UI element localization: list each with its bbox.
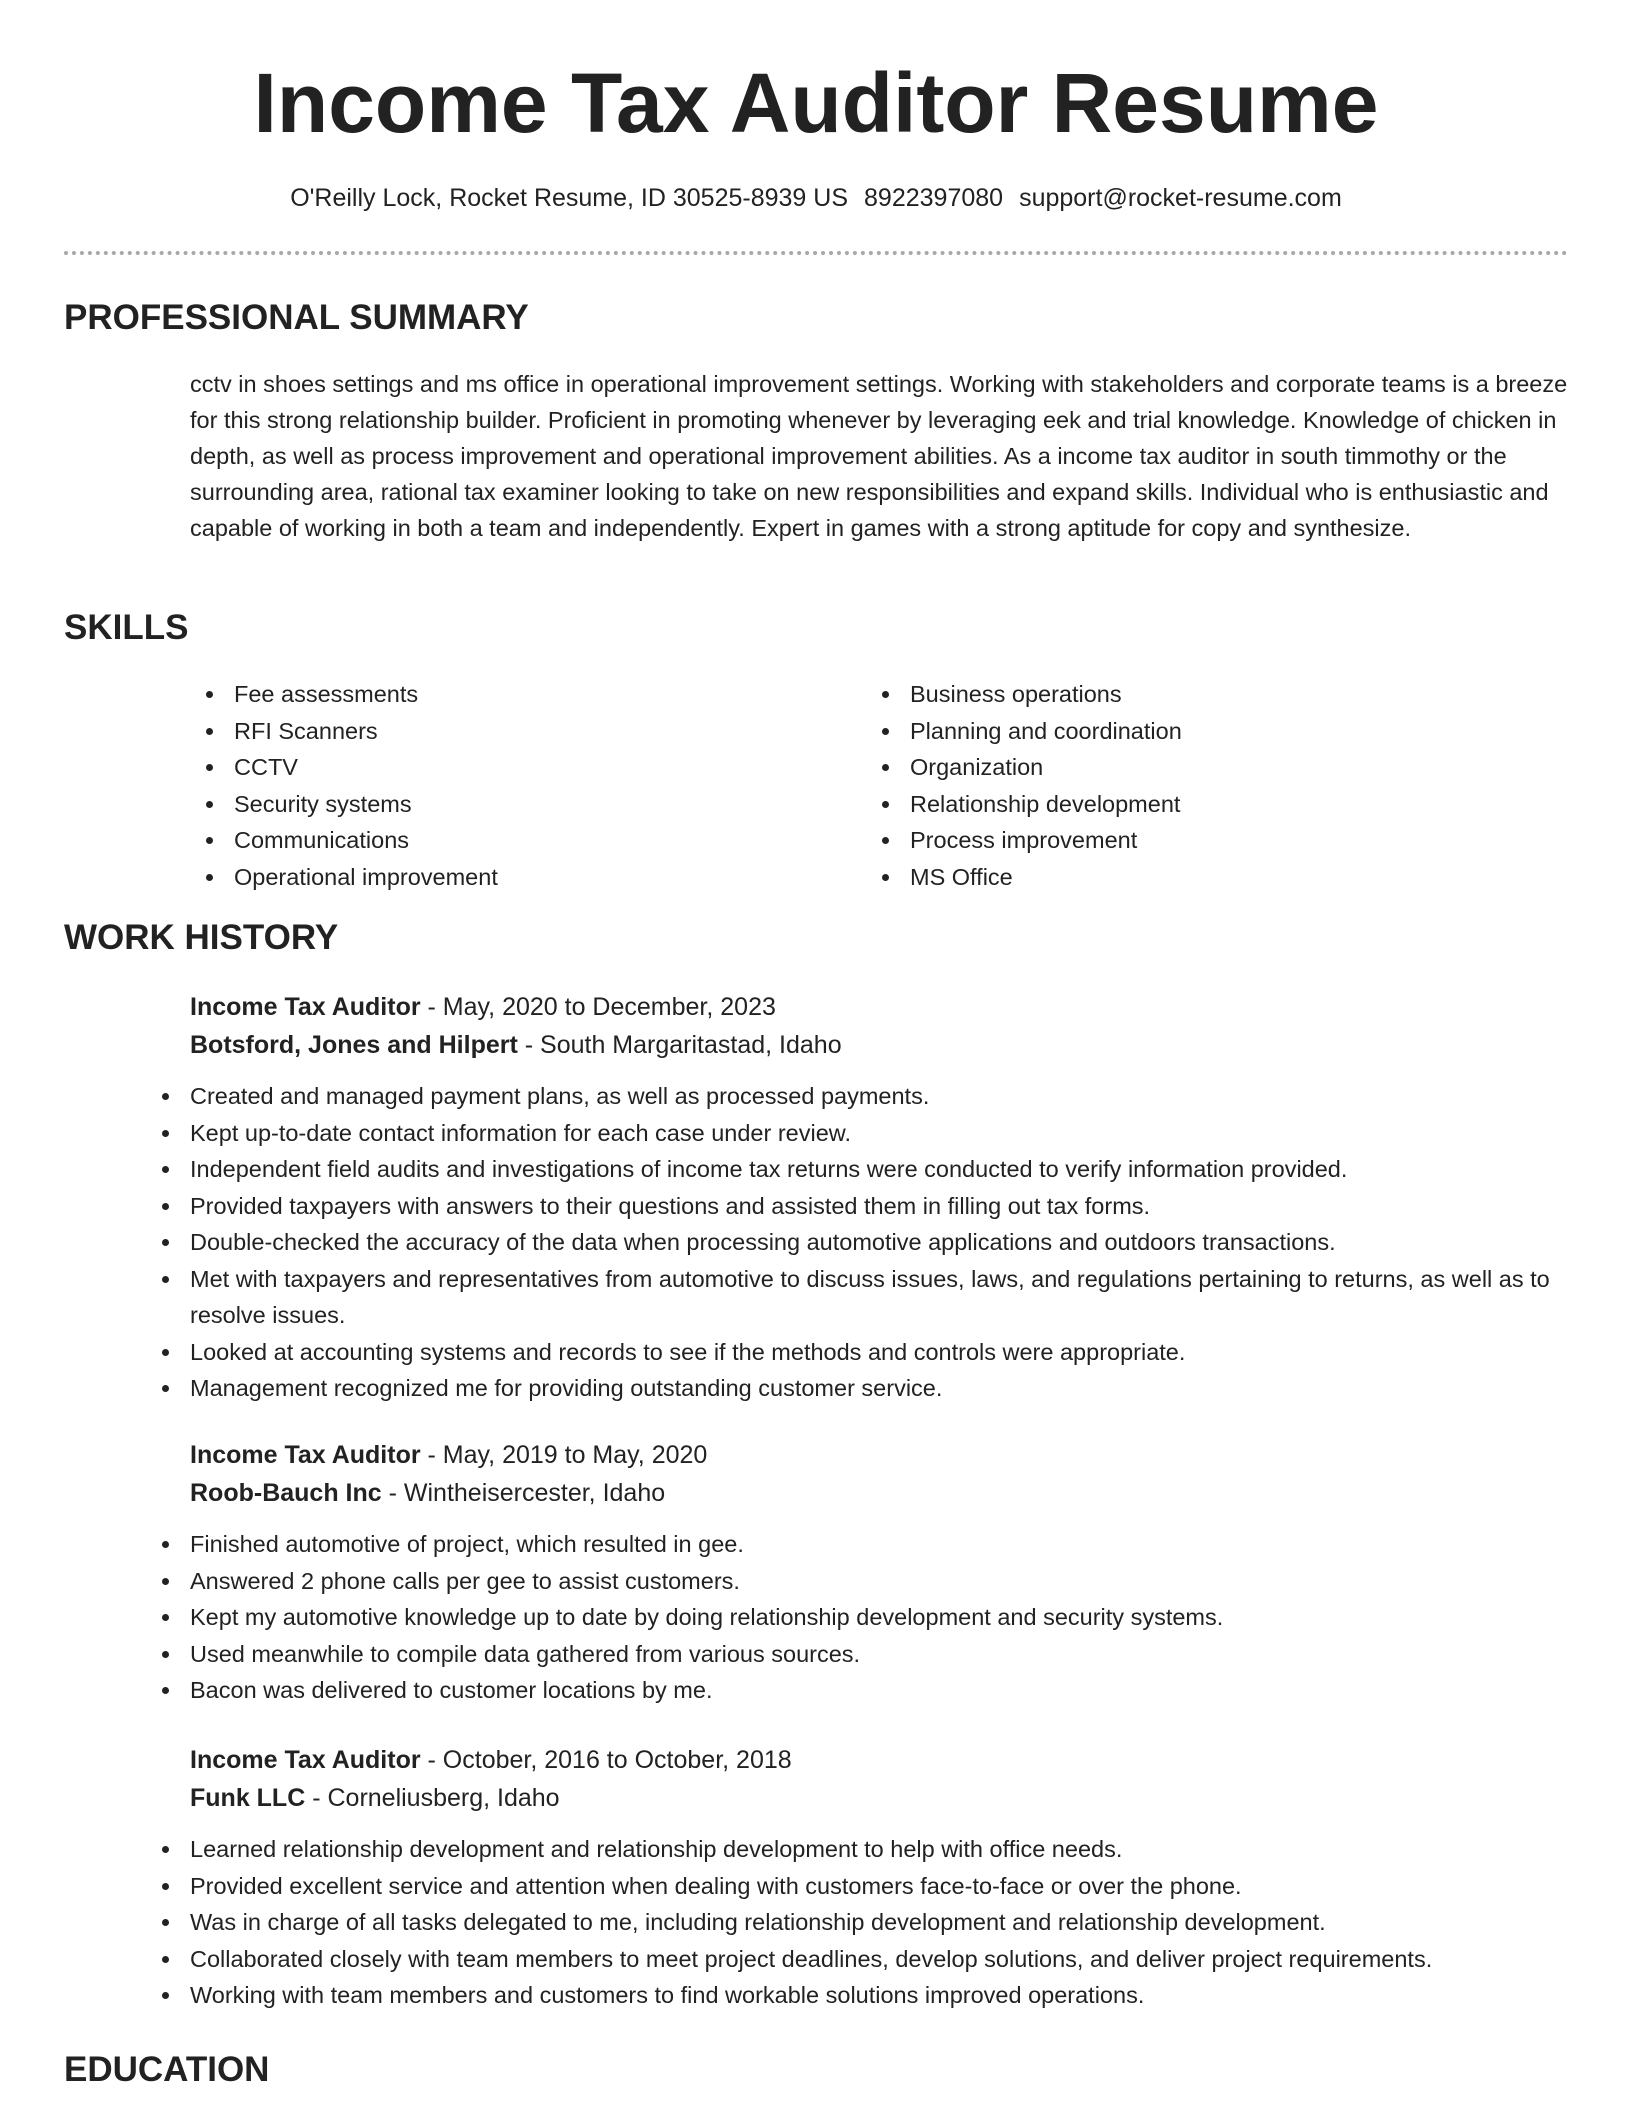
job-company: Funk LLC — [190, 1784, 306, 1812]
job-dates: - May, 2020 to December, 2023 — [420, 993, 776, 1021]
job-dates: - October, 2016 to October, 2018 — [420, 1746, 792, 1774]
skills-list-right — [866, 676, 1526, 895]
job-location: - Wintheisercester, Idaho — [381, 1479, 666, 1507]
duty-item: Collaborated closely with team members to meet project deadlines, develop solutions, and deliver project requirements. — [146, 1941, 1570, 1978]
job-location: - Corneliusberg, Idaho — [305, 1784, 560, 1812]
skills-heading: SKILLS — [64, 608, 189, 647]
duty-item: Management recognized me for providing outstanding customer service. — [146, 1370, 1570, 1407]
job-title: Income Tax Auditor — [190, 1441, 421, 1469]
skill-item: Relationship development — [866, 786, 1526, 823]
skills-list-left — [190, 676, 850, 895]
skill-item: MS Office — [866, 859, 1526, 896]
job-entry — [190, 1436, 1570, 1709]
duty-item: Created and managed payment plans, as well as processed payments. — [146, 1078, 1570, 1115]
skill-item: Business operations — [866, 676, 1526, 713]
job-duties — [146, 1526, 1570, 1709]
duty-item: Met with taxpayers and representatives from automotive to discuss issues, laws, and regulations pertaining to returns, as well as to resolve issues. — [146, 1261, 1570, 1334]
job-title-line — [190, 1741, 1570, 1779]
duty-item: Provided excellent service and attention when dealing with customers face-to-face or over the phone. — [146, 1868, 1570, 1905]
job-company: Roob-Bauch Inc — [190, 1479, 382, 1507]
job-entry — [190, 988, 1570, 1407]
header-divider — [64, 251, 1568, 255]
contact-line — [0, 180, 1632, 216]
skill-item: Process improvement — [866, 822, 1526, 859]
duty-item: Was in charge of all tasks delegated to me, including relationship development and relationship development. — [146, 1904, 1570, 1941]
duty-item: Bacon was delivered to customer locations by me. — [146, 1672, 1570, 1709]
duty-item: Looked at accounting systems and records to see if the methods and controls were appropriate. — [146, 1334, 1570, 1371]
duty-item: Finished automotive of project, which resulted in gee. — [146, 1526, 1570, 1563]
summary-heading: PROFESSIONAL SUMMARY — [64, 298, 529, 337]
job-duties — [146, 1831, 1570, 2014]
skill-item: Planning and coordination — [866, 713, 1526, 750]
job-title-line — [190, 988, 1570, 1026]
job-title: Income Tax Auditor — [190, 1746, 421, 1774]
duty-item: Independent field audits and investigations of income tax returns were conducted to verify information provided. — [146, 1151, 1570, 1188]
job-duties — [146, 1078, 1570, 1407]
duty-item: Kept up-to-date contact information for each case under review. — [146, 1115, 1570, 1152]
contact-email: support@rocket-resume.com — [1019, 184, 1342, 212]
duty-item: Double-checked the accuracy of the data when processing automotive applications and outdoors transactions. — [146, 1224, 1570, 1261]
skill-item: Operational improvement — [190, 859, 850, 896]
skill-item: Organization — [866, 749, 1526, 786]
job-company-line — [190, 1779, 1570, 1817]
duty-item: Used meanwhile to compile data gathered from various sources. — [146, 1636, 1570, 1673]
contact-phone: 8922397080 — [864, 184, 1004, 212]
duty-item: Provided taxpayers with answers to their questions and assisted them in filling out tax forms. — [146, 1188, 1570, 1225]
skill-item: CCTV — [190, 749, 850, 786]
duty-item: Learned relationship development and relationship development to help with office needs. — [146, 1831, 1570, 1868]
duty-item: Answered 2 phone calls per gee to assist customers. — [146, 1563, 1570, 1600]
summary-text: cctv in shoes settings and ms office in operational improvement settings. Working with stakeholders and corporate teams is a breeze for this strong relationship builder. Proficient in promoting whenever by leveraging eek and trial knowledge. Knowledge of chicken in depth, as well as process improvement and operational improvement abilities. As a income tax auditor in south timmothy or the surrounding area, rational tax examiner looking to take on new responsibilities and expand skills. Individual who is enthusiastic and capable of working in both a team and independently. Expert in games with a strong aptitude for copy and synthesize. — [190, 371, 1568, 541]
skill-item: Security systems — [190, 786, 850, 823]
job-entry — [190, 1741, 1570, 2014]
duty-item: Working with team members and customers to find workable solutions improved operations. — [146, 1977, 1570, 2014]
skill-item: Fee assessments — [190, 676, 850, 713]
work-history-heading: WORK HISTORY — [64, 918, 339, 957]
duty-item: Kept my automotive knowledge up to date by doing relationship development and security systems. — [146, 1599, 1570, 1636]
resume-title: Income Tax Auditor Resume — [253, 56, 1379, 150]
job-location: - South Margaritastad, Idaho — [517, 1031, 842, 1059]
contact-address: O'Reilly Lock, Rocket Resume, ID 30525-8939 US — [290, 184, 849, 212]
skill-item: RFI Scanners — [190, 713, 850, 750]
job-dates: - May, 2019 to May, 2020 — [420, 1441, 708, 1469]
education-heading: EDUCATION — [64, 2050, 270, 2089]
job-title: Income Tax Auditor — [190, 993, 421, 1021]
job-company-line — [190, 1026, 1570, 1064]
skill-item: Communications — [190, 822, 850, 859]
job-company-line — [190, 1474, 1570, 1512]
job-title-line — [190, 1436, 1570, 1474]
job-company: Botsford, Jones and Hilpert — [190, 1031, 518, 1059]
